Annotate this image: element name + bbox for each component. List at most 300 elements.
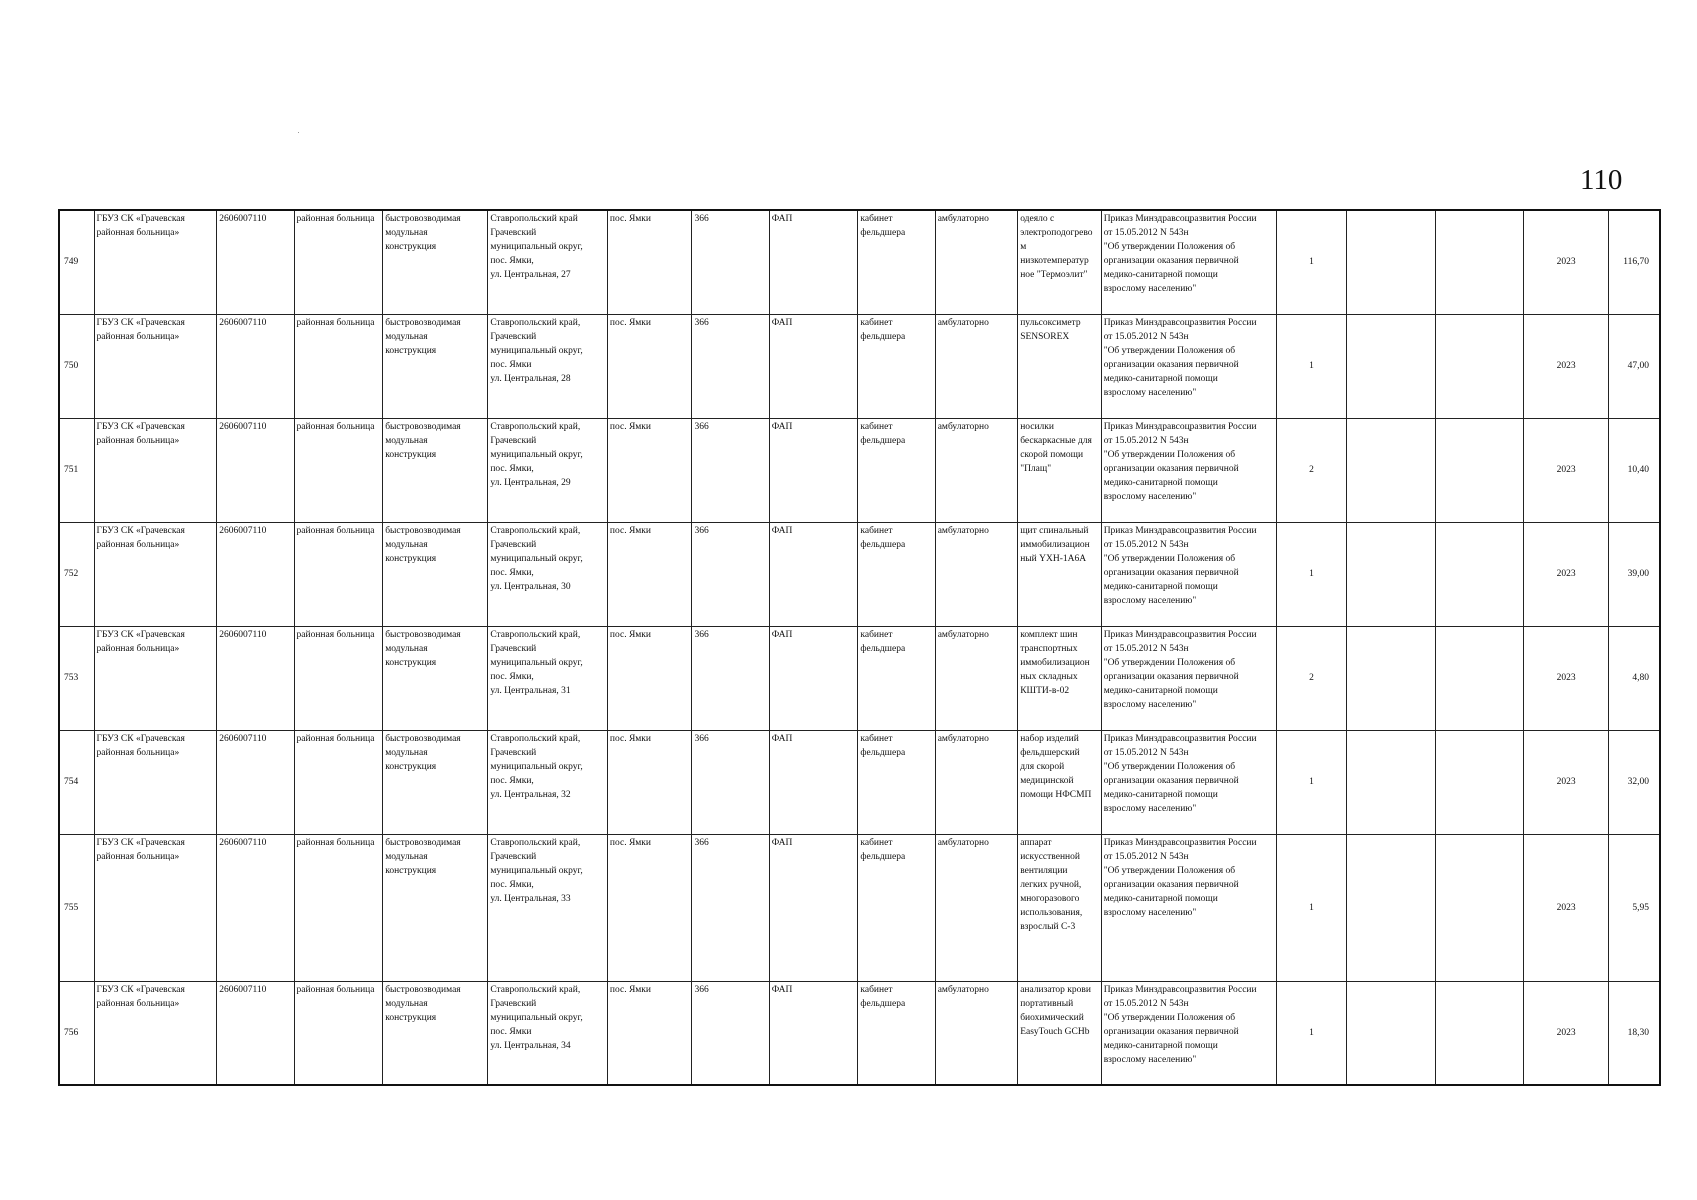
order-line: взрослому населению" [1103,699,1197,710]
order-cell [1101,210,1276,314]
equipment-line: электроподогрево [1020,228,1093,238]
year-cell: 2023 [1524,522,1609,626]
order-cell [1101,981,1276,1085]
building-line: модульная [385,539,428,550]
room-line: фельдшера [860,747,906,758]
page-number: 110 [1580,164,1623,196]
organization-cell [94,522,217,626]
population-cell: 366 [692,626,769,730]
empty-cell-a [1347,626,1436,730]
organization-cell [94,626,217,730]
table-row [59,981,1660,1085]
address-line: Грачевский [490,747,537,758]
inn-cell: 2606007110 [217,981,294,1085]
table-row [59,418,1660,522]
building-line: конструкция [385,1012,437,1023]
address-line: пос. Ямки, [490,567,534,578]
room-line: кабинет [860,984,893,995]
building-line: быстровозводимая [385,733,461,744]
building-line: модульная [385,331,428,342]
equipment-line: ное "Термоэлит" [1020,270,1088,280]
address-line: Ставропольский край, [490,317,581,328]
order-line: медико-санитарной помощи [1103,685,1218,696]
building-line: конструкция [385,553,437,564]
inn-cell: 2606007110 [217,626,294,730]
building-line: быстровозводимая [385,837,461,848]
row-number-cell: 751 [59,418,94,522]
order-line: "Об утверждении Положения об [1103,761,1236,772]
unit-kind-cell: ФАП [769,981,858,1085]
building-line: конструкция [385,657,437,668]
address-line: пос. Ямки, [490,775,534,786]
address-line: Грачевский [490,435,537,446]
empty-cell-a [1347,314,1436,418]
quantity-cell: 1 [1276,834,1346,981]
order-line: медико-санитарной помощи [1103,581,1218,592]
population-cell: 366 [692,522,769,626]
order-line: организации оказания первичной [1103,463,1239,474]
order-cell [1101,418,1276,522]
equipment-line: иммобилизацион [1020,657,1090,668]
address-line: ул. Центральная, 33 [490,893,571,904]
organization-line: ГБУЗ СК «Грачевская [96,837,185,848]
equipment-line: "Плащ" [1020,463,1052,474]
room-line: фельдшера [860,331,906,342]
year-cell: 2023 [1524,834,1609,981]
order-line: Приказ Минздравсоцразвития России [1103,984,1257,995]
row-number-cell: 752 [59,522,94,626]
room-cell [858,626,935,730]
equipment-line: искусственной [1020,851,1080,862]
organization-line: районная больница» [96,228,180,238]
empty-cell-b [1435,522,1524,626]
order-line: Приказ Минздравсоцразвития России [1103,525,1257,536]
organization-line: районная больница» [96,435,180,446]
address-line: Ставропольский край, [490,629,581,640]
settlement-cell: пос. Ямки [607,834,692,981]
address-cell [488,522,608,626]
address-line: Ставропольский край, [490,837,581,848]
row-number-cell: 750 [59,314,94,418]
address-line: ул. Центральная, 29 [490,477,571,488]
equipment-line: EasyTouch GCHb [1020,1026,1090,1037]
order-line: Приказ Минздравсоцразвития России [1103,629,1257,640]
facility-type-cell: районная больница [294,522,383,626]
building-line: модульная [385,851,428,862]
equipment-line: пульсоксиметр [1020,317,1081,328]
cost-cell: 5,95 [1608,834,1660,981]
population-cell: 366 [692,834,769,981]
unit-kind-cell: ФАП [769,314,858,418]
row-number-cell: 753 [59,626,94,730]
building-line: быстровозводимая [385,629,461,640]
order-line: Приказ Минздравсоцразвития России [1103,733,1257,744]
address-line: муниципальный округ, [490,657,583,668]
order-line: "Об утверждении Положения об [1103,553,1236,564]
room-line: кабинет [860,733,893,744]
equipment-line: м [1020,242,1027,252]
room-line: фельдшера [860,643,906,654]
equipment-line: аппарат [1020,837,1052,848]
order-line: организации оказания первичной [1103,1026,1239,1037]
address-cell [488,981,608,1085]
settlement-cell: пос. Ямки [607,626,692,730]
order-line: организации оказания первичной [1103,256,1239,266]
order-line: организации оказания первичной [1103,671,1239,682]
building-line: конструкция [385,761,437,772]
order-line: от 15.05.2012 N 543н [1103,435,1189,446]
address-line: муниципальный округ, [490,553,583,564]
settlement-cell: пос. Ямки [607,730,692,834]
address-line: ул. Центральная, 28 [490,373,571,384]
cost-cell: 47,00 [1608,314,1660,418]
address-line: Ставропольский край, [490,984,581,995]
building-line: быстровозводимая [385,525,461,536]
organization-line: ГБУЗ СК «Грачевская [96,984,185,995]
empty-cell-a [1347,418,1436,522]
organization-line: ГБУЗ СК «Грачевская [96,733,185,744]
address-line: пос. Ямки, [490,879,534,890]
organization-line: ГБУЗ СК «Грачевская [96,317,185,328]
organization-cell [94,981,217,1085]
equipment-cell [1018,314,1102,418]
room-cell [858,981,935,1085]
room-line: фельдшера [860,228,906,238]
room-line: кабинет [860,629,893,640]
order-line: Приказ Минздравсоцразвития России [1103,421,1257,432]
cost-cell: 18,30 [1608,981,1660,1085]
order-line: Приказ Минздравсоцразвития России [1103,317,1257,328]
equipment-line: вентиляции [1020,865,1068,876]
inn-cell: 2606007110 [217,418,294,522]
address-line: Грачевский [490,998,537,1009]
equipment-line: одеяло с [1020,214,1055,224]
table-row [59,210,1660,314]
equipment-line: бескаркасные для [1020,435,1092,446]
order-line: медико-санитарной помощи [1103,1040,1218,1051]
equipment-line: транспортных [1020,643,1078,654]
inn-cell: 2606007110 [217,522,294,626]
organization-line: районная больница» [96,998,180,1009]
care-mode-cell: амбулаторно [935,210,1017,314]
address-line: пос. Ямки, [490,256,534,266]
room-cell [858,314,935,418]
room-line: фельдшера [860,539,906,550]
care-mode-cell: амбулаторно [935,418,1017,522]
facility-type-cell: районная больница [294,834,383,981]
address-line: Грачевский [490,228,537,238]
organization-line: ГБУЗ СК «Грачевская [96,525,185,536]
address-line: муниципальный округ, [490,242,583,252]
building-line: модульная [385,228,428,238]
room-line: кабинет [860,421,893,432]
address-cell [488,834,608,981]
order-line: медико-санитарной помощи [1103,270,1218,280]
facility-type-cell: районная больница [294,418,383,522]
order-line: взрослому населению" [1103,803,1197,814]
year-cell: 2023 [1524,626,1609,730]
address-cell [488,730,608,834]
address-line: муниципальный округ, [490,345,583,356]
equipment-line: щит спинальный [1020,525,1089,536]
equipment-line: SENSOREX [1020,331,1070,342]
order-cell [1101,522,1276,626]
quantity-cell: 1 [1276,314,1346,418]
unit-kind-cell: ФАП [769,626,858,730]
empty-cell-a [1347,522,1436,626]
building-type-cell [383,626,488,730]
facility-type-cell: районная больница [294,210,383,314]
room-line: кабинет [860,837,893,848]
order-cell [1101,314,1276,418]
order-line: от 15.05.2012 N 543н [1103,998,1189,1009]
order-line: Приказ Минздравсоцразвития России [1103,214,1257,224]
organization-cell [94,730,217,834]
building-line: быстровозводимая [385,214,461,224]
room-line: фельдшера [860,851,906,862]
address-line: Грачевский [490,539,537,550]
room-line: кабинет [860,214,893,224]
empty-cell-b [1435,210,1524,314]
quantity-cell: 2 [1276,418,1346,522]
empty-cell-b [1435,626,1524,730]
equipment-line: КШТИ-в-02 [1020,685,1070,696]
facility-type-cell: районная больница [294,981,383,1085]
address-cell [488,314,608,418]
year-cell: 2023 [1524,981,1609,1085]
quantity-cell: 1 [1276,522,1346,626]
address-line: ул. Центральная, 34 [490,1040,571,1051]
address-cell [488,626,608,730]
empty-cell-a [1347,834,1436,981]
equipment-line: иммобилизацион [1020,539,1090,550]
address-cell [488,418,608,522]
row-number-cell: 755 [59,834,94,981]
organization-cell [94,314,217,418]
order-cell [1101,730,1276,834]
equipment-line: помощи НФСМП [1020,789,1092,800]
population-cell: 366 [692,210,769,314]
room-line: фельдшера [860,435,906,446]
order-line: взрослому населению" [1103,284,1197,294]
equipment-line: анализатор крови [1020,984,1091,995]
building-type-cell [383,730,488,834]
empty-cell-b [1435,314,1524,418]
inn-cell: 2606007110 [217,210,294,314]
facility-type-cell: районная больница [294,626,383,730]
address-cell [488,210,608,314]
empty-cell-b [1435,834,1524,981]
table-row [59,626,1660,730]
address-line: муниципальный округ, [490,449,583,460]
address-line: Грачевский [490,331,537,342]
unit-kind-cell: ФАП [769,730,858,834]
equipment-cell [1018,210,1102,314]
cost-cell: 4,80 [1608,626,1660,730]
equipment-cell [1018,981,1102,1085]
population-cell: 366 [692,730,769,834]
address-line: Ставропольский край, [490,525,581,536]
order-line: Приказ Минздравсоцразвития России [1103,837,1257,848]
year-cell: 2023 [1524,314,1609,418]
equipment-line: носилки [1020,421,1054,432]
building-type-cell [383,834,488,981]
order-cell [1101,626,1276,730]
equipment-line: скорой помощи [1020,449,1084,460]
organization-line: районная больница» [96,747,180,758]
row-number-cell: 754 [59,730,94,834]
organization-line: районная больница» [96,851,180,862]
equipment-line: портативный [1020,998,1074,1009]
population-cell: 366 [692,981,769,1085]
equipment-cell [1018,834,1102,981]
unit-kind-cell: ФАП [769,418,858,522]
cost-cell: 116,70 [1608,210,1660,314]
order-line: "Об утверждении Положения об [1103,449,1236,460]
table-row [59,314,1660,418]
building-type-cell [383,314,488,418]
order-line: взрослому населению" [1103,1054,1197,1065]
table-row [59,834,1660,981]
settlement-cell: пос. Ямки [607,981,692,1085]
empty-cell-b [1435,981,1524,1085]
equipment-line: комплект шин [1020,629,1078,640]
building-line: конструкция [385,449,437,460]
care-mode-cell: амбулаторно [935,626,1017,730]
year-cell: 2023 [1524,730,1609,834]
year-cell: 2023 [1524,210,1609,314]
building-line: модульная [385,643,428,654]
order-line: взрослому населению" [1103,907,1197,918]
order-line: от 15.05.2012 N 543н [1103,228,1189,238]
empty-cell-a [1347,210,1436,314]
room-cell [858,522,935,626]
address-line: Грачевский [490,851,537,862]
equipment-register-table [58,209,1661,1086]
room-cell [858,730,935,834]
inn-cell: 2606007110 [217,730,294,834]
building-type-cell [383,210,488,314]
order-line: "Об утверждении Положения об [1103,345,1236,356]
care-mode-cell: амбулаторно [935,522,1017,626]
room-line: фельдшера [860,998,906,1009]
settlement-cell: пос. Ямки [607,418,692,522]
quantity-cell: 1 [1276,730,1346,834]
order-line: медико-санитарной помощи [1103,893,1218,904]
building-line: модульная [385,747,428,758]
building-line: быстровозводимая [385,421,461,432]
care-mode-cell: амбулаторно [935,981,1017,1085]
organization-line: ГБУЗ СК «Грачевская [96,629,185,640]
equipment-line: медицинской [1020,775,1074,786]
cost-cell: 39,00 [1608,522,1660,626]
order-line: "Об утверждении Положения об [1103,657,1236,668]
building-line: быстровозводимая [385,317,461,328]
order-line: организации оказания первичной [1103,775,1239,786]
cost-cell: 32,00 [1608,730,1660,834]
equipment-line: ный YXH-1A6A [1020,553,1087,564]
order-line: организации оказания первичной [1103,567,1239,578]
address-line: ул. Центральная, 31 [490,685,571,696]
order-line: организации оказания первичной [1103,879,1239,890]
equipment-line: многоразового [1020,893,1080,904]
order-line: от 15.05.2012 N 543н [1103,331,1189,342]
order-line: медико-санитарной помощи [1103,373,1218,384]
table-row [59,522,1660,626]
organization-line: районная больница» [96,331,180,342]
order-line: взрослому населению" [1103,595,1197,606]
care-mode-cell: амбулаторно [935,834,1017,981]
inn-cell: 2606007110 [217,314,294,418]
building-line: модульная [385,998,428,1009]
address-line: ул. Центральная, 32 [490,789,571,800]
order-line: организации оказания первичной [1103,359,1239,370]
equipment-cell [1018,626,1102,730]
address-line: муниципальный округ, [490,761,583,772]
address-line: пос. Ямки, [490,671,534,682]
facility-type-cell: районная больница [294,314,383,418]
empty-cell-a [1347,730,1436,834]
building-line: конструкция [385,345,437,356]
empty-cell-b [1435,418,1524,522]
equipment-cell [1018,418,1102,522]
table-body [59,210,1660,1085]
row-number-cell: 756 [59,981,94,1085]
equipment-line: фельдшерский [1020,747,1080,758]
address-line: ул. Центральная, 30 [490,581,571,592]
building-type-cell [383,981,488,1085]
care-mode-cell: амбулаторно [935,314,1017,418]
address-line: Ставропольский край, [490,733,581,744]
unit-kind-cell: ФАП [769,522,858,626]
quantity-cell: 1 [1276,210,1346,314]
empty-cell-b [1435,730,1524,834]
order-line: от 15.05.2012 N 543н [1103,643,1189,654]
building-line: конструкция [385,865,437,876]
address-line: муниципальный округ, [490,1012,583,1023]
address-line: ул. Центральная, 27 [490,270,571,280]
population-cell: 366 [692,314,769,418]
order-cell [1101,834,1276,981]
order-line: "Об утверждении Положения об [1103,242,1236,252]
settlement-cell: пос. Ямки [607,522,692,626]
settlement-cell: пос. Ямки [607,314,692,418]
order-line: "Об утверждении Положения об [1103,1012,1236,1023]
table-row [59,730,1660,834]
quantity-cell: 1 [1276,981,1346,1085]
building-line: модульная [385,435,428,446]
order-line: от 15.05.2012 N 543н [1103,851,1189,862]
address-line: пос. Ямки [490,1026,532,1037]
equipment-line: взрослый С-3 [1020,921,1076,932]
organization-cell [94,418,217,522]
equipment-line: биохимический [1020,1012,1084,1023]
equipment-line: для скорой [1020,761,1065,772]
address-line: Ставропольский край [490,214,578,224]
organization-cell [94,210,217,314]
unit-kind-cell: ФАП [769,210,858,314]
equipment-line: ных складных [1020,671,1078,682]
equipment-line: низкотемператур [1020,256,1089,266]
unit-kind-cell: ФАП [769,834,858,981]
settlement-cell: пос. Ямки [607,210,692,314]
order-line: взрослому населению" [1103,387,1197,398]
organization-cell [94,834,217,981]
facility-type-cell: районная больница [294,730,383,834]
care-mode-cell: амбулаторно [935,730,1017,834]
address-line: пос. Ямки, [490,463,534,474]
address-line: муниципальный округ, [490,865,583,876]
